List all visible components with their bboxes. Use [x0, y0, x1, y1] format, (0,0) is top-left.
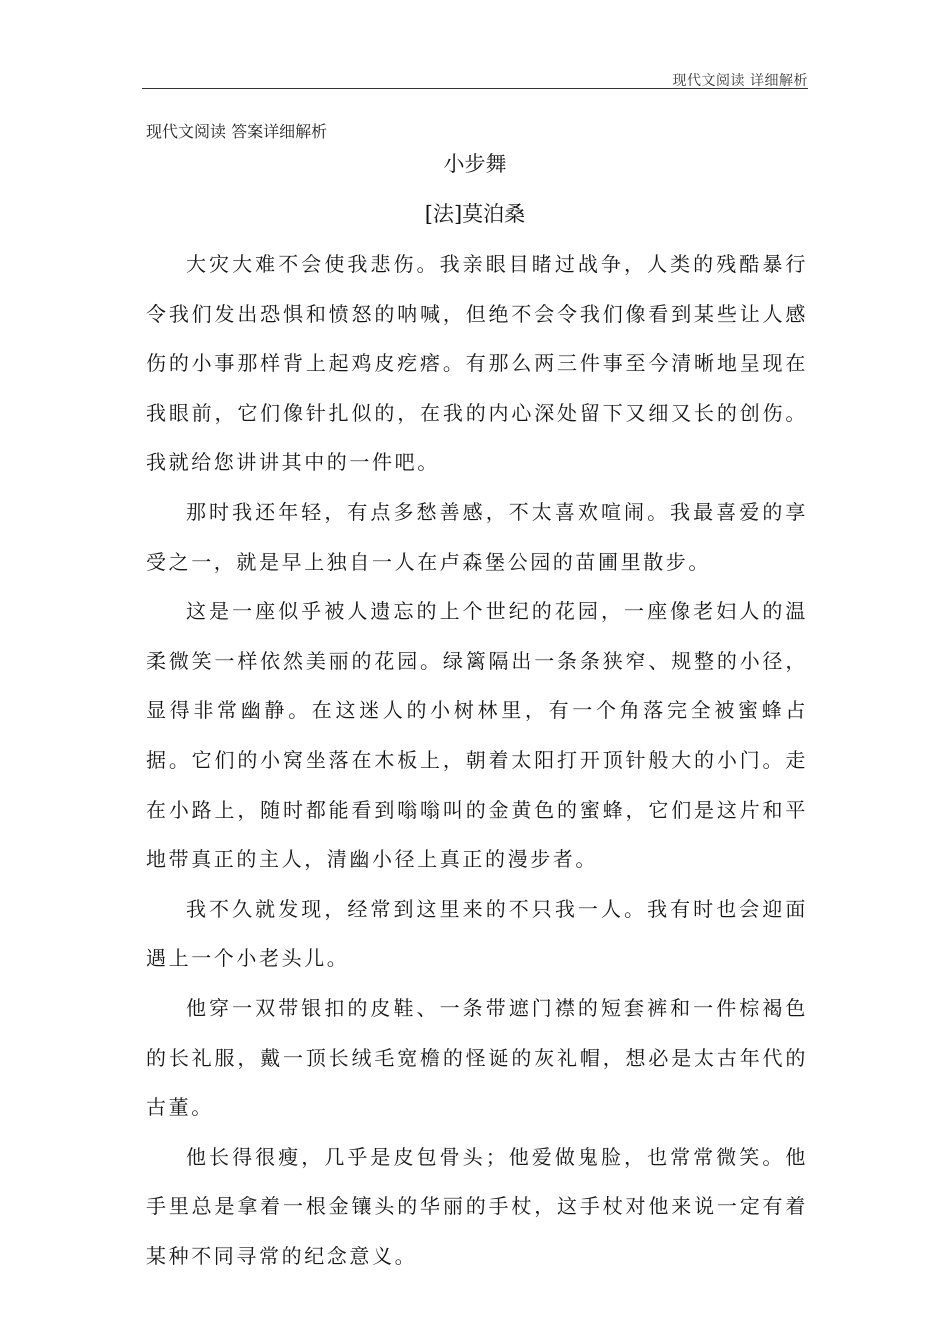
paragraph: 他穿一双带银扣的皮鞋、一条带遮门襟的短套裤和一件棕褐色的长礼服，戴一顶长绒毛宽檐的怪诞的灰礼帽，想必是太古年代的古董。	[146, 995, 808, 1120]
article-author: [法]莫泊桑	[424, 202, 526, 226]
paragraph: 他长得很瘦，几乎是皮包骨头；他爱做鬼脸，也常常微笑。他手里总是拿着一根金镶头的华丽的手杖，这手杖对他来说一定有着某种不同寻常的纪念意义。	[146, 1144, 808, 1268]
paragraph: 这是一座似乎被人遗忘的上个世纪的花园，一座像老妇人的温柔微笑一样依然美丽的花园。绿篱隔出一条条狭窄、规整的小径，显得非常幽静。在这迷人的小树林里，有一个角落完全被蜜蜂占据。它们的小窝坐落在木板上，朝着太阳打开顶针般大的小门。走在小路上，随时都能看到嗡嗡叫的金黄色的蜜蜂，它们是这片和平地带真正的主人，清幽小径上真正的漫步者。	[146, 599, 808, 872]
paragraph: 那时我还年轻，有点多愁善感，不太喜欢喧闹。我最喜爱的享受之一，就是早上独自一人在卢森堡公园的苗圃里散步。	[146, 499, 808, 574]
article-title: 小步舞	[443, 152, 507, 176]
paragraph: 我不久就发现，经常到这里来的不只我一人。我有时也会迎面遇上一个小老头儿。	[146, 896, 808, 971]
header-rule	[142, 88, 808, 89]
article-body	[146, 240, 808, 1281]
document-label: 现代文阅读 答案详细解析	[146, 122, 328, 141]
running-header: 现代文阅读 详细解析	[672, 73, 808, 89]
paragraph: 大灾大难不会使我悲伤。我亲眼目睹过战争，人类的残酷暴行令我们发出恐惧和愤怒的呐喊，但绝不会令我们像看到某些让人感伤的小事那样背上起鸡皮疙瘩。有那么两三件事至今清晰地呈现在我眼前，它们像针扎似的，在我的内心深处留下又细又长的创伤。我就给您讲讲其中的一件吧。	[146, 252, 808, 475]
